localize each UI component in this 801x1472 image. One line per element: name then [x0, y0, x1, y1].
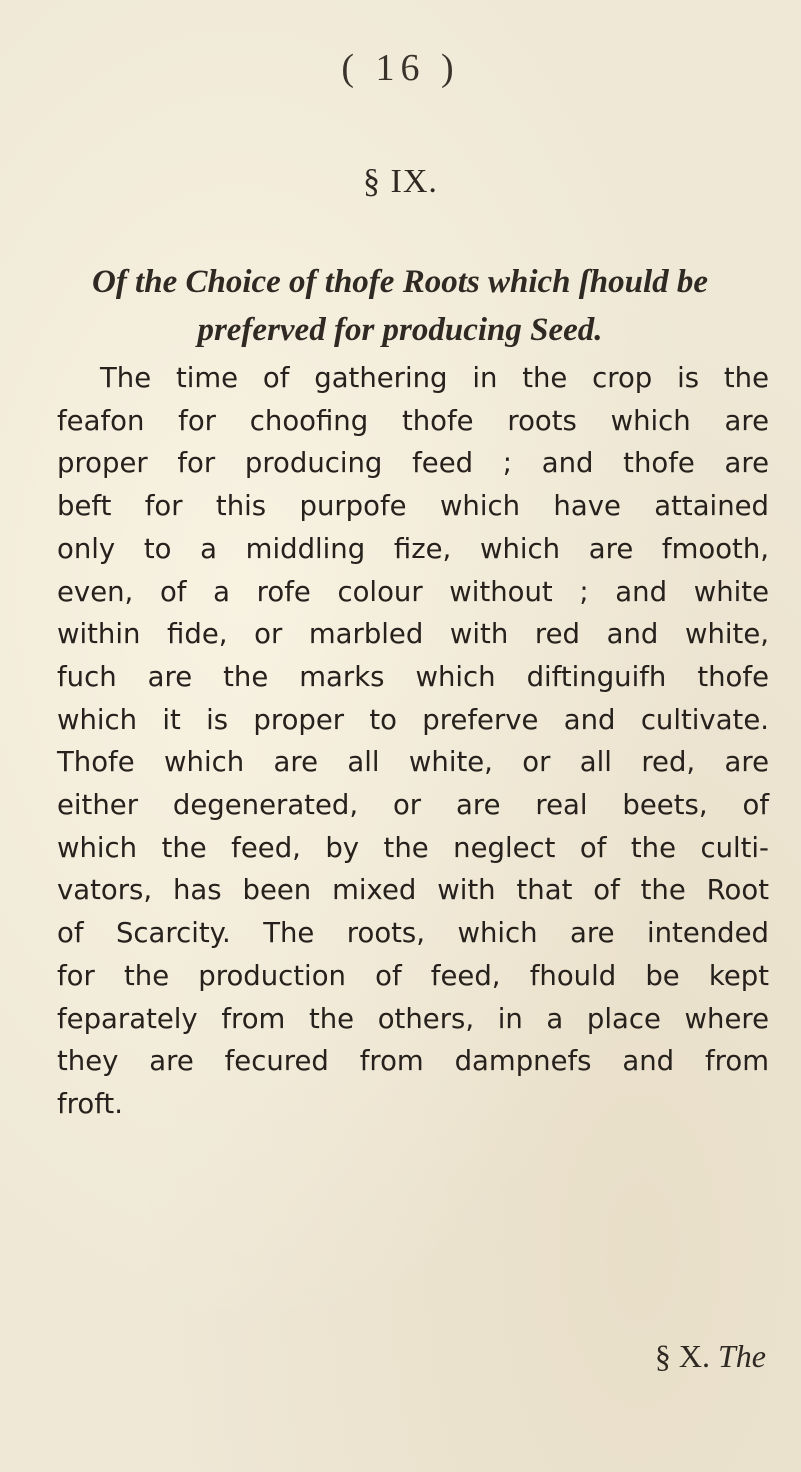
text-line: The time of gathering in the crop is the [100, 362, 769, 394]
text-line: beft for this purpofe which have attained [57, 490, 769, 523]
text-line: proper for producing feed ; and thofe are [57, 447, 769, 480]
chapter-title-line: Of the Choice of thofe Roots which ſhould be [91, 264, 709, 300]
text-line: feafon for choofing thofe roots which are [57, 404, 769, 437]
page-number: ( 16 ) [341, 47, 460, 89]
text-line: only to a middling fize, which are fmooth, [57, 532, 769, 565]
text-line: feparately from the others, in a place where [57, 1002, 769, 1035]
section-heading: § IX. [363, 163, 438, 200]
text-line: of Scarcity. The roots, which are intended [57, 917, 769, 950]
chapter-title [40, 258, 760, 354]
text-line: which the feed, by the neglect of the culti- [57, 831, 769, 864]
catchword-word: The [718, 1338, 766, 1374]
catchword-section: § X. [654, 1338, 710, 1374]
text-line: Thofe which are all white, or all red, are [57, 746, 769, 779]
catchword [546, 1338, 766, 1375]
body-paragraph [57, 357, 769, 1126]
text-line: either degenerated, or are real beets, of [57, 789, 769, 822]
chapter-title-line: preferved for producing Seed. [197, 312, 603, 348]
text-line: which it is proper to preferve and cultivate. [57, 703, 769, 736]
text-line: even, of a rofe colour without ; and white [57, 575, 769, 608]
text-line: froft. [57, 1087, 123, 1120]
text-line: vators, has been mixed with that of the Root [57, 874, 769, 907]
text-line: they are fecured from dampnefs and from [57, 1045, 769, 1078]
text-line: within fide, or marbled with red and white, [57, 618, 769, 651]
text-line: fuch are the marks which diftinguifh thofe [57, 660, 769, 693]
text-line: for the production of feed, fhould be kept [57, 959, 769, 992]
